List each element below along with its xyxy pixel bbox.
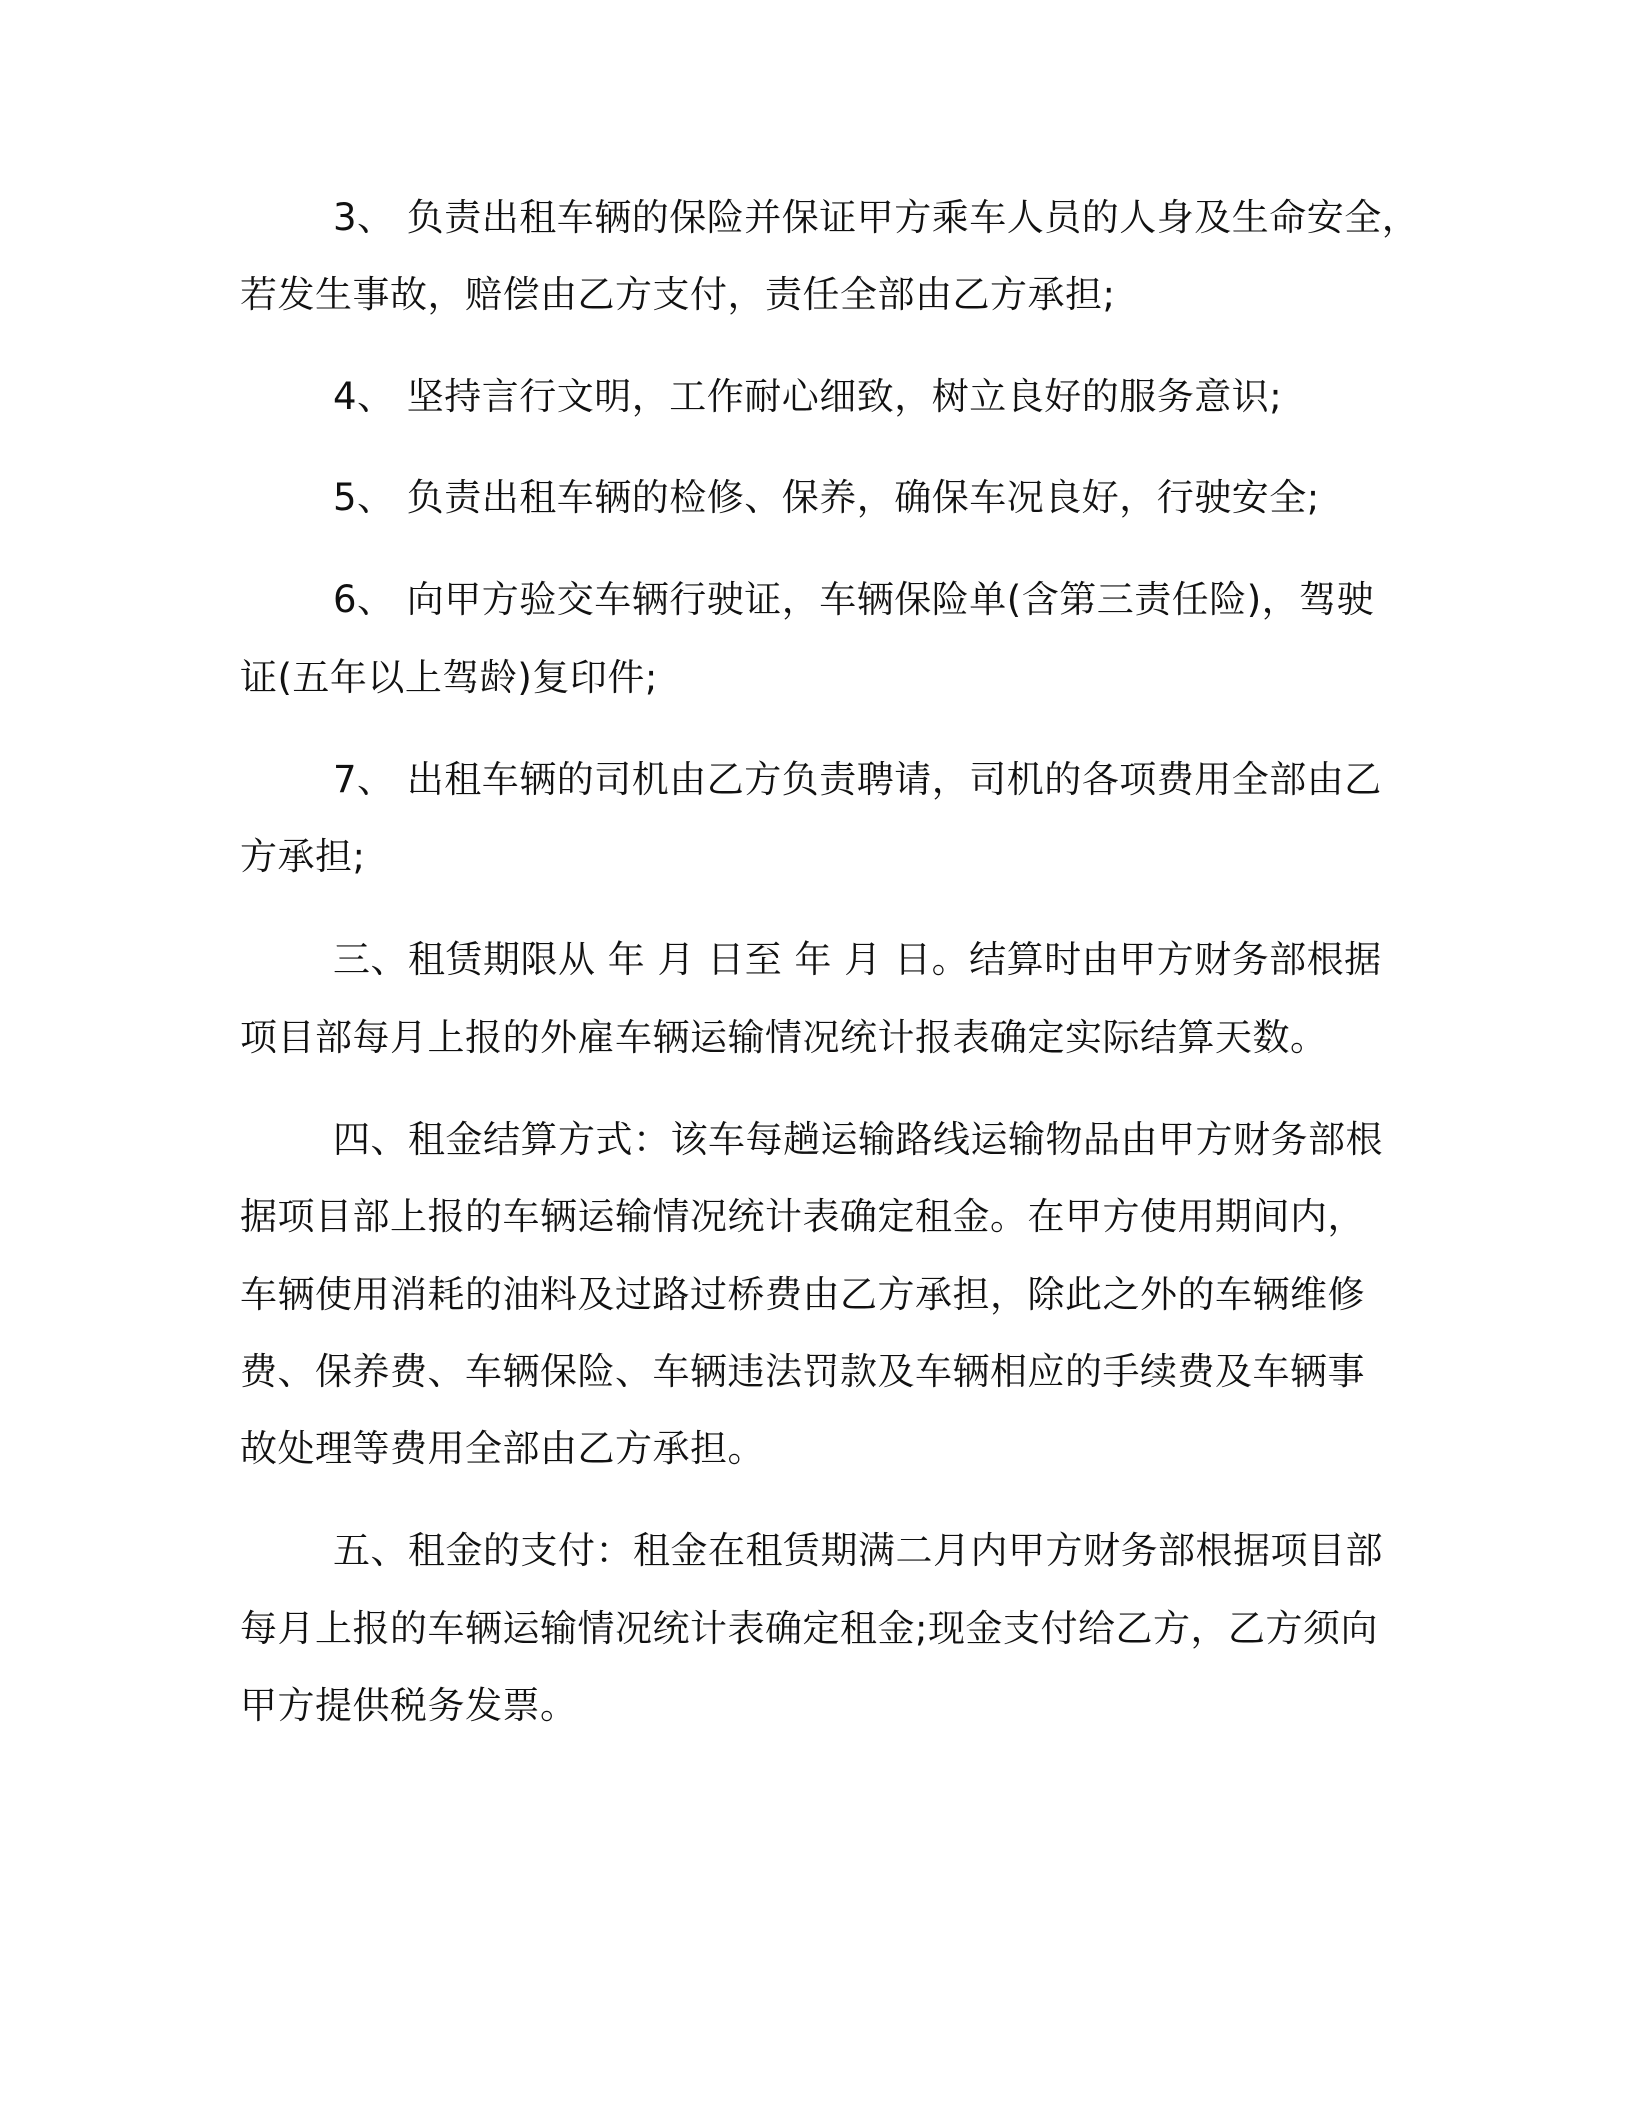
paragraph-line: 故处理等费用全部由乙方承担。 [240, 1427, 765, 1470]
paragraph-line: 6、 向甲方验交车辆行驶证，车辆保险单(含第三责任险)，驾驶 [333, 578, 1375, 621]
paragraph-line: 费、保养费、车辆保险、车辆违法罚款及车辆相应的手续费及车辆事 [240, 1350, 1365, 1393]
paragraph-line: 四、租金结算方式：该车每趟运输路线运输物品由甲方财务部根 [333, 1118, 1383, 1161]
paragraph-line: 4、 坚持言行文明，工作耐心细致，树立良好的服务意识; [333, 375, 1283, 418]
paragraph-line: 项目部每月上报的外雇车辆运输情况统计报表确定实际结算天数。 [240, 1016, 1328, 1059]
paragraph-line: 五、租金的支付：租金在租赁期满二月内甲方财务部根据项目部 [333, 1529, 1383, 1572]
paragraph-line: 三、租赁期限从 年 月 日至 年 月 日。结算时由甲方财务部根据 [333, 938, 1382, 981]
paragraph-line: 方承担; [240, 835, 366, 878]
paragraph-line: 7、 出租车辆的司机由乙方负责聘请，司机的各项费用全部由乙 [333, 758, 1382, 801]
paragraph-line: 甲方提供税务发票。 [240, 1684, 578, 1727]
paragraph-line: 车辆使用消耗的油料及过路过桥费由乙方承担，除此之外的车辆维修 [240, 1273, 1365, 1316]
paragraph-line: 3、 负责出租车辆的保险并保证甲方乘车人员的人身及生命安全， [333, 196, 1420, 239]
paragraph-line: 据项目部上报的车辆运输情况统计表确定租金。在甲方使用期间内， [240, 1195, 1365, 1238]
paragraph-line: 证(五年以上驾龄)复印件; [240, 656, 658, 699]
paragraph-line: 5、 负责出租车辆的检修、保养，确保车况良好，行驶安全; [333, 476, 1320, 519]
paragraph-line: 若发生事故，赔偿由乙方支付，责任全部由乙方承担; [240, 273, 1116, 316]
paragraph-line: 每月上报的车辆运输情况统计表确定租金;现金支付给乙方，乙方须向 [240, 1607, 1378, 1650]
